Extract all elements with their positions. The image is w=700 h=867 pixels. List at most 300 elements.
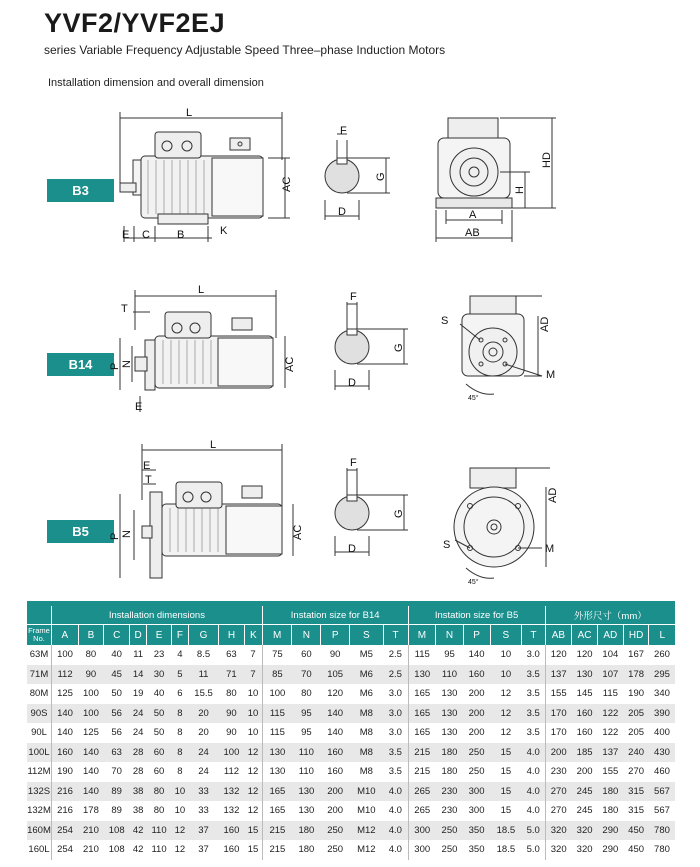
b5-label-f: F <box>350 457 357 469</box>
table-cell: 115 <box>262 723 292 743</box>
frame-cell: 90L <box>27 723 52 743</box>
table-cell: 300 <box>408 840 436 860</box>
table-cell: 80 <box>147 782 172 802</box>
table-cell: 6 <box>171 684 188 704</box>
table-cell: 160 <box>572 704 598 724</box>
table-cell: 2.5 <box>383 665 408 685</box>
table-cell: 100 <box>78 684 104 704</box>
table-cell: 28 <box>130 762 147 782</box>
table-cell: 63 <box>219 645 245 665</box>
b14-label-s: S <box>441 315 449 327</box>
table-cell: 12 <box>490 704 522 724</box>
table-cell: 14 <box>130 665 147 685</box>
b5-label-t: T <box>145 474 152 486</box>
table-cell: 250 <box>321 821 350 841</box>
table-cell: 80 <box>78 645 104 665</box>
frame-group-cell <box>27 606 52 625</box>
table-cell: 10 <box>490 665 522 685</box>
table-cell: 18.5 <box>490 821 522 841</box>
table-cell: 80 <box>219 684 245 704</box>
table-cell: 130 <box>292 801 321 821</box>
table-cell: 38 <box>130 801 147 821</box>
table-cell: 122 <box>597 723 623 743</box>
table-cell: 4.0 <box>522 801 545 821</box>
column-header: N <box>292 625 321 646</box>
table-cell: 110 <box>147 821 172 841</box>
table-cell: 110 <box>292 762 321 782</box>
table-cell: 265 <box>408 801 436 821</box>
table-cell: 12 <box>244 801 262 821</box>
table-cell: 165 <box>408 704 436 724</box>
table-cell: 210 <box>78 821 104 841</box>
table-cell: 130 <box>408 665 436 685</box>
table-cell: 245 <box>572 801 598 821</box>
column-header: G <box>189 625 219 646</box>
table-cell: 120 <box>545 645 572 665</box>
table-cell: 430 <box>649 743 675 763</box>
table-cell: 165 <box>408 684 436 704</box>
table-cell: 5.0 <box>522 840 545 860</box>
table-cell: 180 <box>292 821 321 841</box>
table-cell: 71 <box>219 665 245 685</box>
column-header: B <box>78 625 104 646</box>
table-cell: 140 <box>78 743 104 763</box>
table-cell: 340 <box>649 684 675 704</box>
table-cell: 3.5 <box>522 665 545 685</box>
table-cell: 390 <box>649 704 675 724</box>
table-cell: 216 <box>52 782 79 802</box>
table-cell: 4.0 <box>383 821 408 841</box>
b14-label-f: F <box>350 291 357 303</box>
column-header: K <box>244 625 262 646</box>
table-cell: 130 <box>292 782 321 802</box>
table-cell: 140 <box>321 723 350 743</box>
table-cell: 155 <box>545 684 572 704</box>
table-cell: 30 <box>147 665 172 685</box>
table-cell: 60 <box>147 762 172 782</box>
column-header: T <box>522 625 545 646</box>
table-cell: 115 <box>408 645 436 665</box>
table-cell: 295 <box>649 665 675 685</box>
table-cell: M6 <box>350 665 384 685</box>
table-cell: 3.5 <box>383 762 408 782</box>
table-cell: 80 <box>292 684 321 704</box>
badge-b14: B14 <box>47 353 114 376</box>
table-cell: 7 <box>244 645 262 665</box>
table-cell: 200 <box>321 801 350 821</box>
table-cell: 8.5 <box>189 645 219 665</box>
table-cell: 140 <box>52 704 79 724</box>
table-cell: 24 <box>130 723 147 743</box>
table-cell: 290 <box>597 840 623 860</box>
table-cell: 3.5 <box>522 684 545 704</box>
table-cell: 42 <box>130 821 147 841</box>
table-cell: 205 <box>623 723 649 743</box>
frame-cell: 112M <box>27 762 52 782</box>
table-cell: 200 <box>463 684 490 704</box>
table-cell: 89 <box>104 801 130 821</box>
column-header: P <box>321 625 350 646</box>
table-cell: 4.0 <box>522 782 545 802</box>
table-cell: 4.0 <box>522 743 545 763</box>
frame-cell: 160M <box>27 821 52 841</box>
table-cell: 90 <box>78 665 104 685</box>
table-cell: 205 <box>623 704 649 724</box>
table-cell: M10 <box>350 782 384 802</box>
table-cell: M8 <box>350 723 384 743</box>
table-cell: 60 <box>147 743 172 763</box>
table-cell: 70 <box>292 665 321 685</box>
table-cell: 120 <box>572 645 598 665</box>
b5-label-d: D <box>348 543 356 555</box>
column-header: M <box>262 625 292 646</box>
column-header: M <box>408 625 436 646</box>
table-cell: 160 <box>321 743 350 763</box>
b3-label-k: K <box>220 225 228 237</box>
table-cell: 75 <box>262 645 292 665</box>
table-cell: 33 <box>189 782 219 802</box>
table-cell: 12 <box>171 821 188 841</box>
group-b5: Instation size for B5 <box>408 606 545 625</box>
b3-label-g: G <box>375 172 387 181</box>
b3-label-hd: HD <box>541 152 553 168</box>
table-cell: 115 <box>262 704 292 724</box>
table-cell: 108 <box>104 821 130 841</box>
table-cell: 290 <box>597 821 623 841</box>
table-cell: 132 <box>219 782 245 802</box>
table-cell: 104 <box>597 645 623 665</box>
b14-label-t: T <box>121 303 128 315</box>
table-cell: 5 <box>171 665 188 685</box>
table-cell: 50 <box>147 704 172 724</box>
table-row <box>27 704 675 724</box>
table-cell: 110 <box>147 840 172 860</box>
b5-front-view <box>454 468 550 578</box>
table-cell: 10 <box>244 723 262 743</box>
table-cell: 12 <box>490 684 522 704</box>
table-cell: 8 <box>171 704 188 724</box>
table-cell: 42 <box>130 840 147 860</box>
table-cell: 265 <box>408 782 436 802</box>
table-cell: 300 <box>463 801 490 821</box>
table-cell: 12 <box>244 762 262 782</box>
table-cell: 12 <box>490 723 522 743</box>
table-cell: 320 <box>545 821 572 841</box>
table-cell: 190 <box>52 762 79 782</box>
table-cell: 4.0 <box>383 840 408 860</box>
b14-side-view <box>120 290 285 412</box>
table-cell: 230 <box>545 762 572 782</box>
table-cell: 122 <box>597 704 623 724</box>
table-cell: 24 <box>130 704 147 724</box>
column-header: T <box>383 625 408 646</box>
table-cell: 165 <box>262 801 292 821</box>
table-cell: 140 <box>463 645 490 665</box>
frame-cell: 80M <box>27 684 52 704</box>
b14-front-view <box>460 296 542 394</box>
table-cell: 240 <box>623 743 649 763</box>
table-cell: 567 <box>649 782 675 802</box>
table-cell: 400 <box>649 723 675 743</box>
b5-label-p: P <box>109 532 121 540</box>
frame-cell: 132M <box>27 801 52 821</box>
table-cell: 100 <box>52 645 79 665</box>
badge-b5: B5 <box>47 520 114 543</box>
table-cell: 70 <box>104 762 130 782</box>
table-cell: 125 <box>78 723 104 743</box>
table-cell: 145 <box>572 684 598 704</box>
table-cell: 15.5 <box>189 684 219 704</box>
frame-cell: 90S <box>27 704 52 724</box>
b14-label-d: D <box>348 377 356 389</box>
table-cell: 100 <box>262 684 292 704</box>
b3-label-ac: AC <box>281 176 293 192</box>
table-cell: 108 <box>104 840 130 860</box>
table-cell: 250 <box>321 840 350 860</box>
table-cell: 80 <box>147 801 172 821</box>
table-cell: 90 <box>219 704 245 724</box>
table-cell: 155 <box>597 762 623 782</box>
b5-label-l: L <box>210 439 217 451</box>
table-cell: 8 <box>171 743 188 763</box>
b14-label-l: L <box>198 284 205 296</box>
table-cell: 40 <box>104 645 130 665</box>
table-cell: 3.0 <box>383 684 408 704</box>
table-cell: 178 <box>78 801 104 821</box>
b5-label-g: G <box>393 509 405 518</box>
b14-label-g: G <box>393 343 405 352</box>
table-cell: 12 <box>244 782 262 802</box>
column-header: AD <box>597 625 623 646</box>
table-cell: 4.0 <box>383 782 408 802</box>
table-cell: 216 <box>52 801 79 821</box>
table-cell: 130 <box>436 704 463 724</box>
table-cell: 215 <box>262 840 292 860</box>
b14-label-n: N <box>121 360 133 368</box>
table-cell: M8 <box>350 743 384 763</box>
table-cell: 178 <box>623 665 649 685</box>
table-cell: 10 <box>490 645 522 665</box>
table-row <box>27 762 675 782</box>
table-cell: 315 <box>623 782 649 802</box>
b3-label-h: H <box>514 186 526 194</box>
frame-cell: 100L <box>27 743 52 763</box>
table-cell: 780 <box>649 821 675 841</box>
table-cell: 50 <box>147 723 172 743</box>
b3-front-view <box>436 118 556 242</box>
table-cell: 50 <box>104 684 130 704</box>
table-cell: 320 <box>572 821 598 841</box>
b3-label-a: A <box>469 209 477 221</box>
b14-label-angle: 45° <box>468 395 479 402</box>
table-cell: 185 <box>572 743 598 763</box>
table-cell: 8 <box>171 762 188 782</box>
table-cell: 210 <box>78 840 104 860</box>
table-cell: 11 <box>189 665 219 685</box>
group-b14: Instation size for B14 <box>262 606 408 625</box>
b5-label-ad: AD <box>547 487 559 503</box>
table-cell: 12 <box>244 743 262 763</box>
table-cell: 12 <box>171 840 188 860</box>
table-cell: 260 <box>649 645 675 665</box>
table-cell: 140 <box>78 762 104 782</box>
table-cell: 165 <box>408 723 436 743</box>
table-cell: 167 <box>623 645 649 665</box>
page-title: YVF2/YVF2EJ <box>44 8 226 38</box>
table-cell: 7 <box>244 665 262 685</box>
table-cell: 350 <box>463 840 490 860</box>
table-cell: 4.0 <box>383 801 408 821</box>
table-cell: M8 <box>350 704 384 724</box>
table-cell: 125 <box>52 684 79 704</box>
b3-side-view <box>120 112 290 242</box>
table-cell: 45 <box>104 665 130 685</box>
table-cell: 180 <box>292 840 321 860</box>
table-cell: 460 <box>649 762 675 782</box>
table-cell: 200 <box>321 782 350 802</box>
b3-label-c: C <box>142 229 150 241</box>
b14-label-e: E <box>135 401 143 413</box>
table-cell: 165 <box>262 782 292 802</box>
frame-cell: 71M <box>27 665 52 685</box>
dimension-table <box>27 606 675 860</box>
table-cell: 110 <box>292 743 321 763</box>
table-cell: 56 <box>104 704 130 724</box>
column-header: N <box>436 625 463 646</box>
badge-b3: B3 <box>47 179 114 202</box>
table-cell: 90 <box>219 723 245 743</box>
column-header: P <box>463 625 490 646</box>
table-cell: 15 <box>244 821 262 841</box>
table-cell: 10 <box>171 782 188 802</box>
table-cell: 254 <box>52 840 79 860</box>
table-cell: 130 <box>572 665 598 685</box>
table-cell: 15 <box>244 840 262 860</box>
table-cell: 190 <box>623 684 649 704</box>
table-cell: 170 <box>545 723 572 743</box>
table-cell: 140 <box>321 704 350 724</box>
table-cell: 95 <box>436 645 463 665</box>
table-row <box>27 645 675 665</box>
table-cell: 160 <box>219 840 245 860</box>
table-cell: 110 <box>436 665 463 685</box>
table-cell: 130 <box>436 723 463 743</box>
table-cell: 160 <box>321 762 350 782</box>
table-cell: 180 <box>436 762 463 782</box>
table-cell: 270 <box>545 782 572 802</box>
table-row <box>27 684 675 704</box>
table-cell: 254 <box>52 821 79 841</box>
table-cell: 33 <box>189 801 219 821</box>
table-cell: M6 <box>350 684 384 704</box>
b14-label-m: M <box>546 369 556 381</box>
column-header: F <box>171 625 188 646</box>
b3-label-d: D <box>338 206 346 218</box>
table-cell: 23 <box>147 645 172 665</box>
frame-cell: 132S <box>27 782 52 802</box>
group-overall: 外形尺寸（mm） <box>545 606 675 625</box>
table-cell: 160 <box>219 821 245 841</box>
b3-label-b: B <box>177 229 185 241</box>
table-cell: 320 <box>545 840 572 860</box>
table-cell: 120 <box>321 684 350 704</box>
table-cell: 19 <box>130 684 147 704</box>
b5-label-n: N <box>121 530 133 538</box>
column-header: AC <box>572 625 598 646</box>
table-cell: 137 <box>597 743 623 763</box>
table-cell: 170 <box>545 704 572 724</box>
table-cell: 112 <box>52 665 79 685</box>
table-cell: 38 <box>130 782 147 802</box>
table-cell: 200 <box>463 704 490 724</box>
column-header: HD <box>623 625 649 646</box>
table-cell: 130 <box>262 743 292 763</box>
table-cell: 180 <box>436 743 463 763</box>
column-header: AB <box>545 625 572 646</box>
column-header: C <box>104 625 130 646</box>
table-cell: 10 <box>244 684 262 704</box>
table-cell: 2.5 <box>383 645 408 665</box>
table-row <box>27 840 675 860</box>
table-row <box>27 665 675 685</box>
table-cell: 15 <box>490 743 522 763</box>
table-cell: 3.0 <box>383 723 408 743</box>
b5-label-angle: 45° <box>468 579 479 586</box>
table-row <box>27 743 675 763</box>
table-cell: 24 <box>189 762 219 782</box>
table-cell: 105 <box>321 665 350 685</box>
table-cell: 450 <box>623 821 649 841</box>
table-cell: 137 <box>545 665 572 685</box>
table-cell: 270 <box>623 762 649 782</box>
column-header: L <box>649 625 675 646</box>
b3-label-f: F <box>340 125 347 137</box>
section-label: Installation dimension and overall dimension <box>48 77 264 89</box>
table-cell: 250 <box>463 743 490 763</box>
table-cell: 215 <box>408 762 436 782</box>
table-cell: 5.0 <box>522 821 545 841</box>
table-cell: 3.0 <box>383 704 408 724</box>
table-cell: 56 <box>104 723 130 743</box>
table-row <box>27 821 675 841</box>
table-cell: 40 <box>147 684 172 704</box>
table-cell: 250 <box>436 821 463 841</box>
table-cell: 160 <box>572 723 598 743</box>
table-cell: 567 <box>649 801 675 821</box>
table-cell: 230 <box>436 801 463 821</box>
frame-cell: 160L <box>27 840 52 860</box>
b5-label-s: S <box>443 539 451 551</box>
table-cell: M10 <box>350 801 384 821</box>
table-cell: 10 <box>244 704 262 724</box>
table-cell: 15 <box>490 801 522 821</box>
table-cell: 230 <box>436 782 463 802</box>
table-cell: 18.5 <box>490 840 522 860</box>
table-cell: 4.0 <box>522 762 545 782</box>
b5-label-e: E <box>143 460 151 472</box>
table-cell: 140 <box>52 723 79 743</box>
table-cell: 3.0 <box>522 645 545 665</box>
table-cell: 20 <box>189 723 219 743</box>
table-cell: 180 <box>597 801 623 821</box>
table-cell: 180 <box>597 782 623 802</box>
b5-label-m: M <box>545 543 555 555</box>
table-cell: 270 <box>545 801 572 821</box>
table-cell: 95 <box>292 704 321 724</box>
table-cell: 215 <box>262 821 292 841</box>
table-cell: 320 <box>572 840 598 860</box>
table-cell: 85 <box>262 665 292 685</box>
